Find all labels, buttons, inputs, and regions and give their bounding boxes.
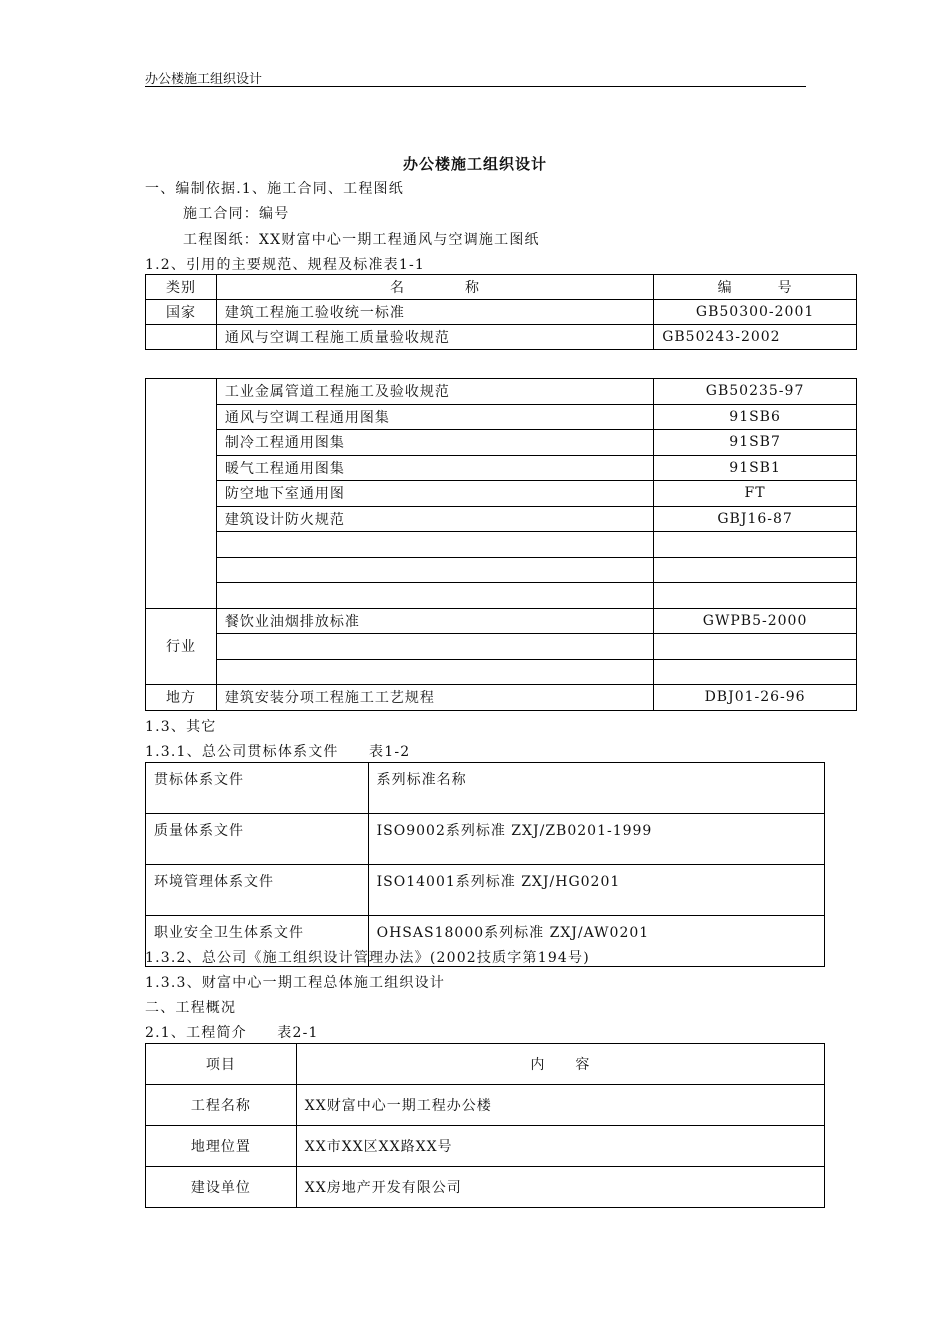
doc-cell: 质量体系文件 (146, 814, 369, 865)
project-overview-table (145, 1043, 825, 1208)
empty-cell (654, 583, 857, 609)
code-cell: GB50300-2001 (654, 300, 857, 325)
section-1-3-heading: 1.3、其它 (145, 719, 217, 735)
name-cell: 通风与空调工程通用图集 (216, 404, 653, 430)
empty-cell (654, 659, 857, 685)
code-cell: GB50243-2002 (654, 325, 857, 350)
empty-cell (216, 583, 653, 609)
name-cell: 建筑设计防火规范 (216, 506, 653, 532)
table-row (146, 865, 825, 916)
table-row (146, 608, 857, 634)
table-row (146, 379, 857, 405)
industry-label-cell: 行业 (146, 608, 217, 685)
table-header-row (146, 275, 857, 300)
name-cell: 工业金属管道工程施工及验收规范 (216, 379, 653, 405)
code-cell: GB50235-97 (654, 379, 857, 405)
table-row (146, 685, 857, 711)
table-row-empty (146, 634, 857, 660)
section-2-heading: 二、工程概况 (145, 1000, 237, 1016)
standard-cell: OHSAS18000系列标准 ZXJ/AW0201 (368, 916, 824, 967)
running-header: 办公楼施工组织设计 (145, 72, 263, 87)
table-row-empty (146, 659, 857, 685)
standard-cell: ISO9002系列标准 ZXJ/ZB0201-1999 (368, 814, 824, 865)
col-doc-header: 贯标体系文件 (146, 763, 369, 814)
empty-cell (216, 532, 653, 558)
drawings-line: 工程图纸：XX财富中心一期工程通风与空调施工图纸 (183, 232, 540, 248)
doc-cell: 职业安全卫生体系文件 (146, 916, 369, 967)
table-row (146, 325, 857, 350)
table-row (146, 1167, 825, 1208)
table-row-empty (146, 557, 857, 583)
code-cell: 91SB6 (654, 404, 857, 430)
content-cell: XX市XX区XX路XX号 (296, 1126, 824, 1167)
col-content-header: 内 容 (296, 1044, 824, 1085)
item-cell: 建设单位 (146, 1167, 297, 1208)
system-docs-table (145, 762, 825, 967)
code-cell: FT (654, 481, 857, 507)
col-name-header: 名 称 (216, 275, 653, 300)
table-row (146, 1085, 825, 1126)
table-row (146, 404, 857, 430)
col-standard-header: 系列标准名称 (368, 763, 824, 814)
table-header-row (146, 763, 825, 814)
subsection-1-3-1: 1.3.1、总公司贯标体系文件 表1-2 (145, 744, 411, 760)
table-row-empty (146, 583, 857, 609)
table-row (146, 430, 857, 456)
name-cell: 制冷工程通用图集 (216, 430, 653, 456)
name-cell: 暖气工程通用图集 (216, 455, 653, 481)
col-type-header: 类别 (146, 275, 217, 300)
table-row (146, 1126, 825, 1167)
col-code-header: 编 号 (654, 275, 857, 300)
empty-cell (654, 532, 857, 558)
col-item-header: 项目 (146, 1044, 297, 1085)
name-cell: 建筑工程施工验收统一标准 (216, 300, 653, 325)
standards-table-1 (145, 274, 857, 350)
code-cell: 91SB1 (654, 455, 857, 481)
name-cell: 通风与空调工程施工质量验收规范 (216, 325, 653, 350)
national-cont-cell (146, 379, 217, 609)
item-1-3-2: 1.3.2、总公司《施工组织设计管理办法》(2002技质字第194号) (145, 950, 590, 966)
header-rule (145, 86, 806, 87)
table-header-row (146, 1044, 825, 1085)
type-cell (146, 325, 217, 350)
subsection-2-1: 2.1、工程简介 表2-1 (145, 1025, 319, 1041)
table-row (146, 506, 857, 532)
item-1-3-3: 1.3.3、财富中心一期工程总体施工组织设计 (145, 975, 446, 991)
content-cell: XX财富中心一期工程办公楼 (296, 1085, 824, 1126)
section-1-heading: 一、编制依据.1、施工合同、工程图纸 (145, 181, 404, 197)
item-cell: 工程名称 (146, 1085, 297, 1126)
empty-cell (654, 557, 857, 583)
document-title: 办公楼施工组织设计 (402, 155, 547, 173)
empty-cell (216, 659, 653, 685)
table-row (146, 300, 857, 325)
standards-table-2 (145, 378, 857, 711)
table-row-empty (146, 532, 857, 558)
code-cell: 91SB7 (654, 430, 857, 456)
name-cell: 建筑安装分项工程施工工艺规程 (216, 685, 653, 711)
table-row (146, 814, 825, 865)
name-cell: 餐饮业油烟排放标准 (216, 608, 653, 634)
code-cell: GBJ16-87 (654, 506, 857, 532)
table-row (146, 455, 857, 481)
doc-cell: 环境管理体系文件 (146, 865, 369, 916)
type-cell: 国家 (146, 300, 217, 325)
content-cell: XX房地产开发有限公司 (296, 1167, 824, 1208)
code-cell: GWPB5-2000 (654, 608, 857, 634)
empty-cell (216, 557, 653, 583)
name-cell: 防空地下室通用图 (216, 481, 653, 507)
item-cell: 地理位置 (146, 1126, 297, 1167)
contract-line: 施工合同：编号 (183, 206, 290, 222)
code-cell: DBJ01-26-96 (654, 685, 857, 711)
empty-cell (654, 634, 857, 660)
subsection-1-2: 1.2、引用的主要规范、规程及标准表1-1 (145, 257, 426, 273)
standard-cell: ISO14001系列标准 ZXJ/HG0201 (368, 865, 824, 916)
empty-cell (216, 634, 653, 660)
table-row (146, 481, 857, 507)
local-label-cell: 地方 (146, 685, 217, 711)
